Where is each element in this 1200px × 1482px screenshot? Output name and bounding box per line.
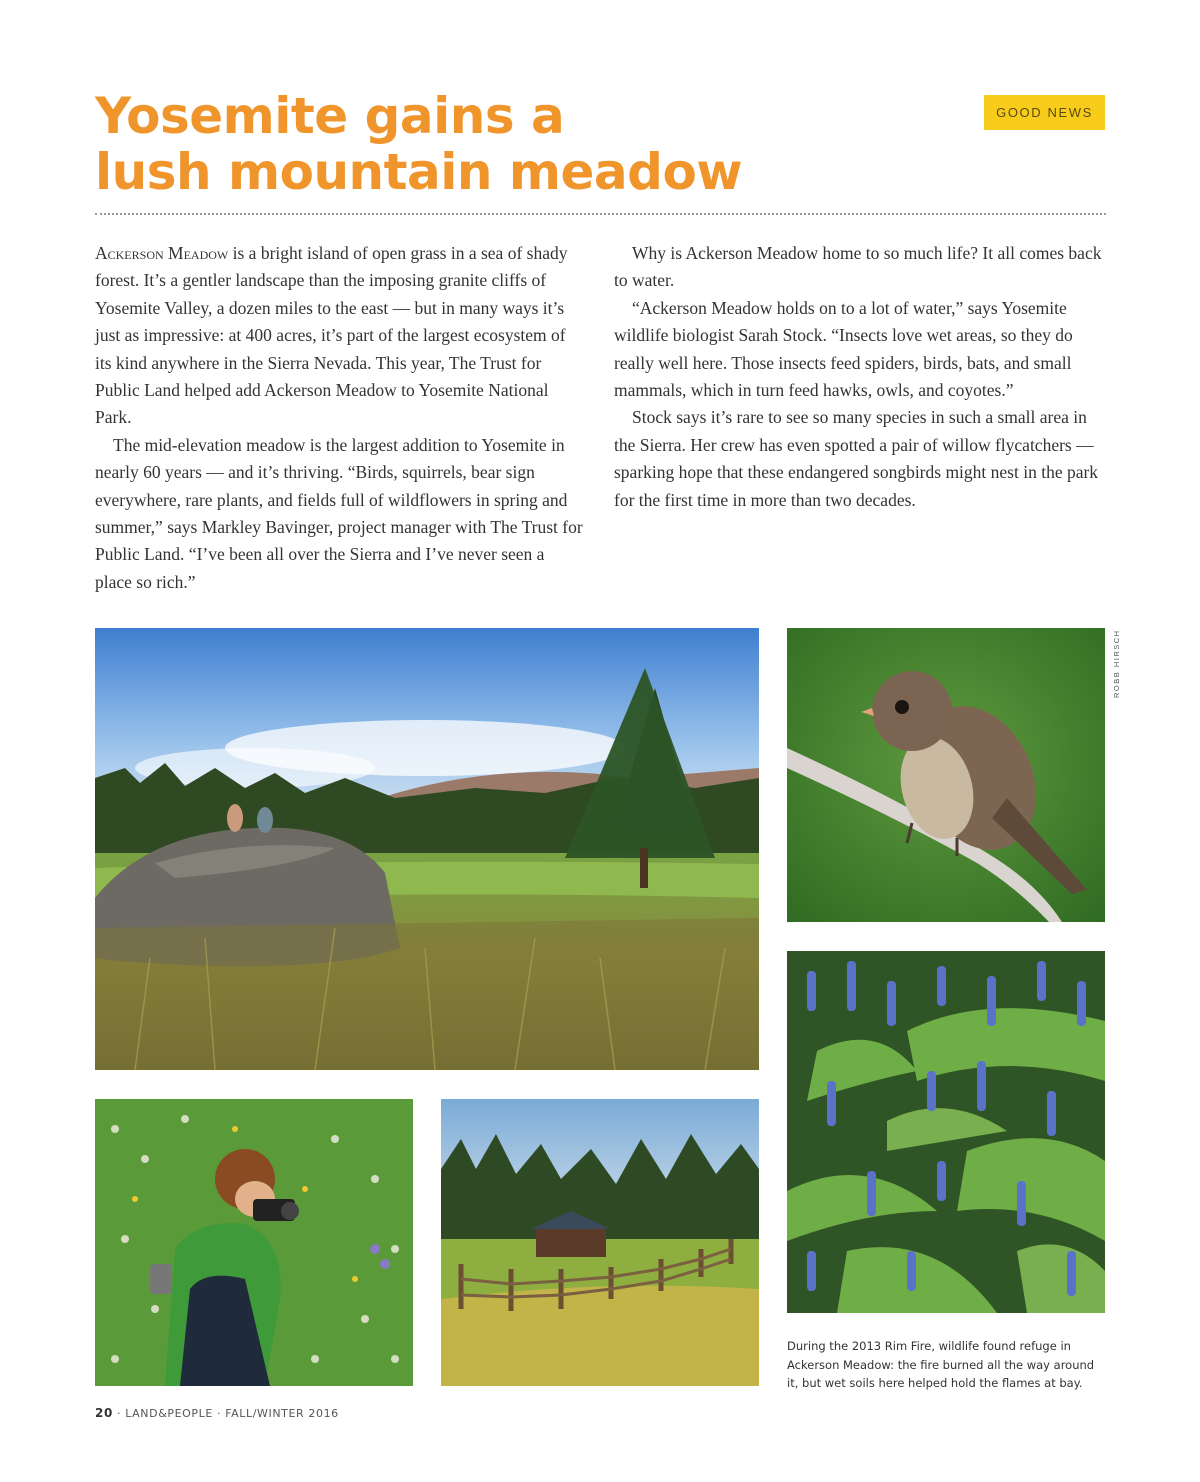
lead-in: Ackerson Meadow xyxy=(95,243,229,263)
publication-name: · LAND&PEOPLE · FALL/WINTER 2016 xyxy=(112,1407,339,1420)
photo-credit: ROBB HIRSCH xyxy=(1112,629,1121,698)
section-badge: GOOD NEWS xyxy=(984,95,1105,130)
cabin-fence-photo xyxy=(441,1099,759,1386)
headline-line-1: Yosemite gains a xyxy=(95,87,565,145)
article-headline xyxy=(95,88,742,200)
photo-caption: During the 2013 Rim Fire, wildlife found refuge in Ackerson Meadow: the fire burned all the way around it, but wet soils here helped hold the flames at bay. xyxy=(787,1339,1095,1390)
article-paragraph-2: The mid-elevation meadow is the largest addition to Yosemite in nearly 60 years — and it’s thriving. “Birds, squirrels, bear sign everywhere, rare plants, and fields full of wildflowers in spring and summer,” says Markley Bavinger, project manager with The Trust for Public Land. “I’ve been all over the Sierra and I’ve never seen a place so rich.” xyxy=(95,434,583,592)
willow-flycatcher-photo xyxy=(787,628,1105,922)
page-number: 20 xyxy=(95,1406,113,1420)
article-paragraph-5: Stock says it’s rare to see so many species in such a small area in the Sierra. Her crew has even spotted a pair of willow flycatchers — sparking hope that these endangered songbirds might nest in the park for the first time in more than two decades. xyxy=(614,407,1099,510)
article-paragraph-1 xyxy=(95,240,585,432)
page-footer xyxy=(95,1406,339,1420)
headline-line-2: lush mountain meadow xyxy=(95,143,743,201)
boy-photographer-photo xyxy=(95,1099,413,1386)
meadow-boulder-photo xyxy=(95,628,759,1070)
article-paragraph-4: “Ackerson Meadow holds on to a lot of water,” says Yosemite wildlife biologist Sarah Stock. “Insects love wet areas, so they do really well here. Those insects feed spiders, birds, bats, and small mammals, which in turn feed hawks, owls, and coyotes.” xyxy=(614,297,1073,401)
lupine-ferns-photo xyxy=(787,951,1105,1313)
article-column-right xyxy=(614,240,1104,514)
article-column-left xyxy=(95,240,585,596)
article-paragraph-3: Why is Ackerson Meadow home to so much life? It all comes back to water. xyxy=(614,243,1102,291)
paragraph-1-text: is a bright island of open grass in a sea of shady forest. It’s a gentler landscape than the imposing granite cliffs of Yosemite Valley, a dozen miles to the east — but in many ways it’s just as impressive: at 400 acres, it’s part of the largest ecosystem of its kind anywhere in the Sierra Nevada. This year, The Trust for Public Land helped add Ackerson Meadow to Yosemite National Park. xyxy=(95,243,568,428)
dotted-divider xyxy=(95,213,1106,215)
